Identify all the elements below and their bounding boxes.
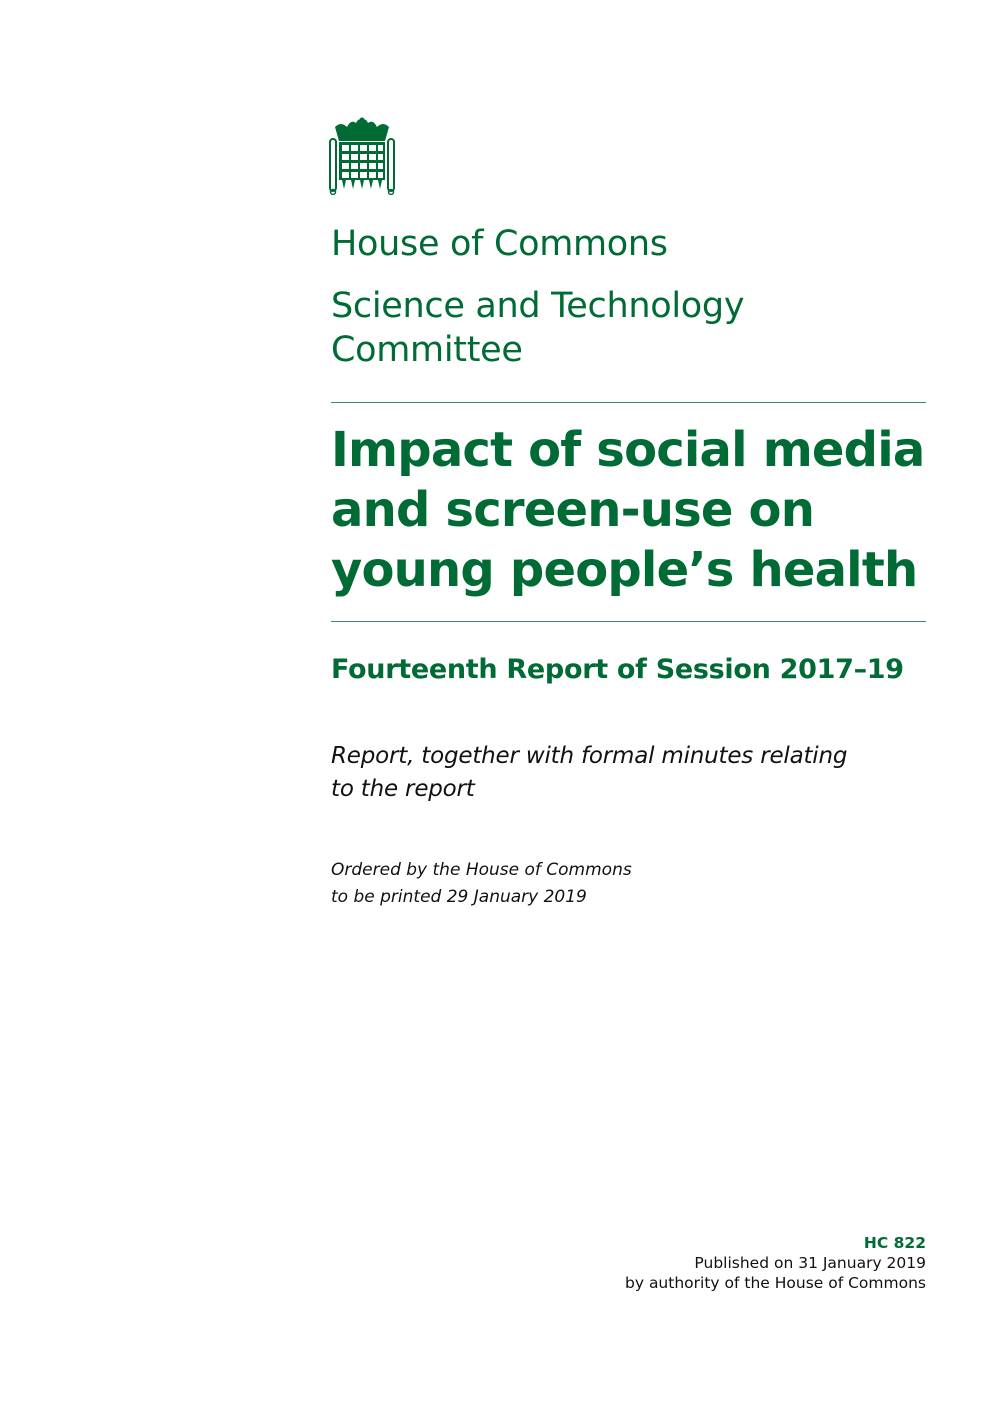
- ordered-line: to be printed 29 January 2019: [331, 887, 587, 907]
- title-line: and screen-use on: [331, 482, 815, 538]
- publication-info: [625, 1233, 926, 1293]
- committee-name: [331, 284, 744, 372]
- description-line: Report, together with formal minutes relating: [331, 743, 848, 769]
- hc-number: HC 822: [863, 1234, 926, 1252]
- committee-line: Science and Technology: [331, 286, 745, 326]
- divider: [331, 621, 926, 622]
- title-line: young people’s health: [331, 542, 918, 598]
- ordered-line: Ordered by the House of Commons: [331, 860, 632, 880]
- title-line: Impact of social media: [331, 422, 925, 478]
- divider: [331, 402, 926, 403]
- description-line: to the report: [331, 776, 475, 802]
- authority-line: by authority of the House of Commons: [625, 1274, 926, 1292]
- institution-name: House of Commons: [331, 224, 668, 264]
- report-title: [331, 420, 925, 600]
- published-date: Published on 31 January 2019: [694, 1254, 926, 1272]
- ordered-note: [331, 857, 632, 911]
- committee-line: Committee: [331, 330, 523, 370]
- report-description: [331, 740, 847, 806]
- portcullis-crown-icon: [329, 117, 395, 195]
- session-heading: Fourteenth Report of Session 2017–19: [331, 654, 904, 685]
